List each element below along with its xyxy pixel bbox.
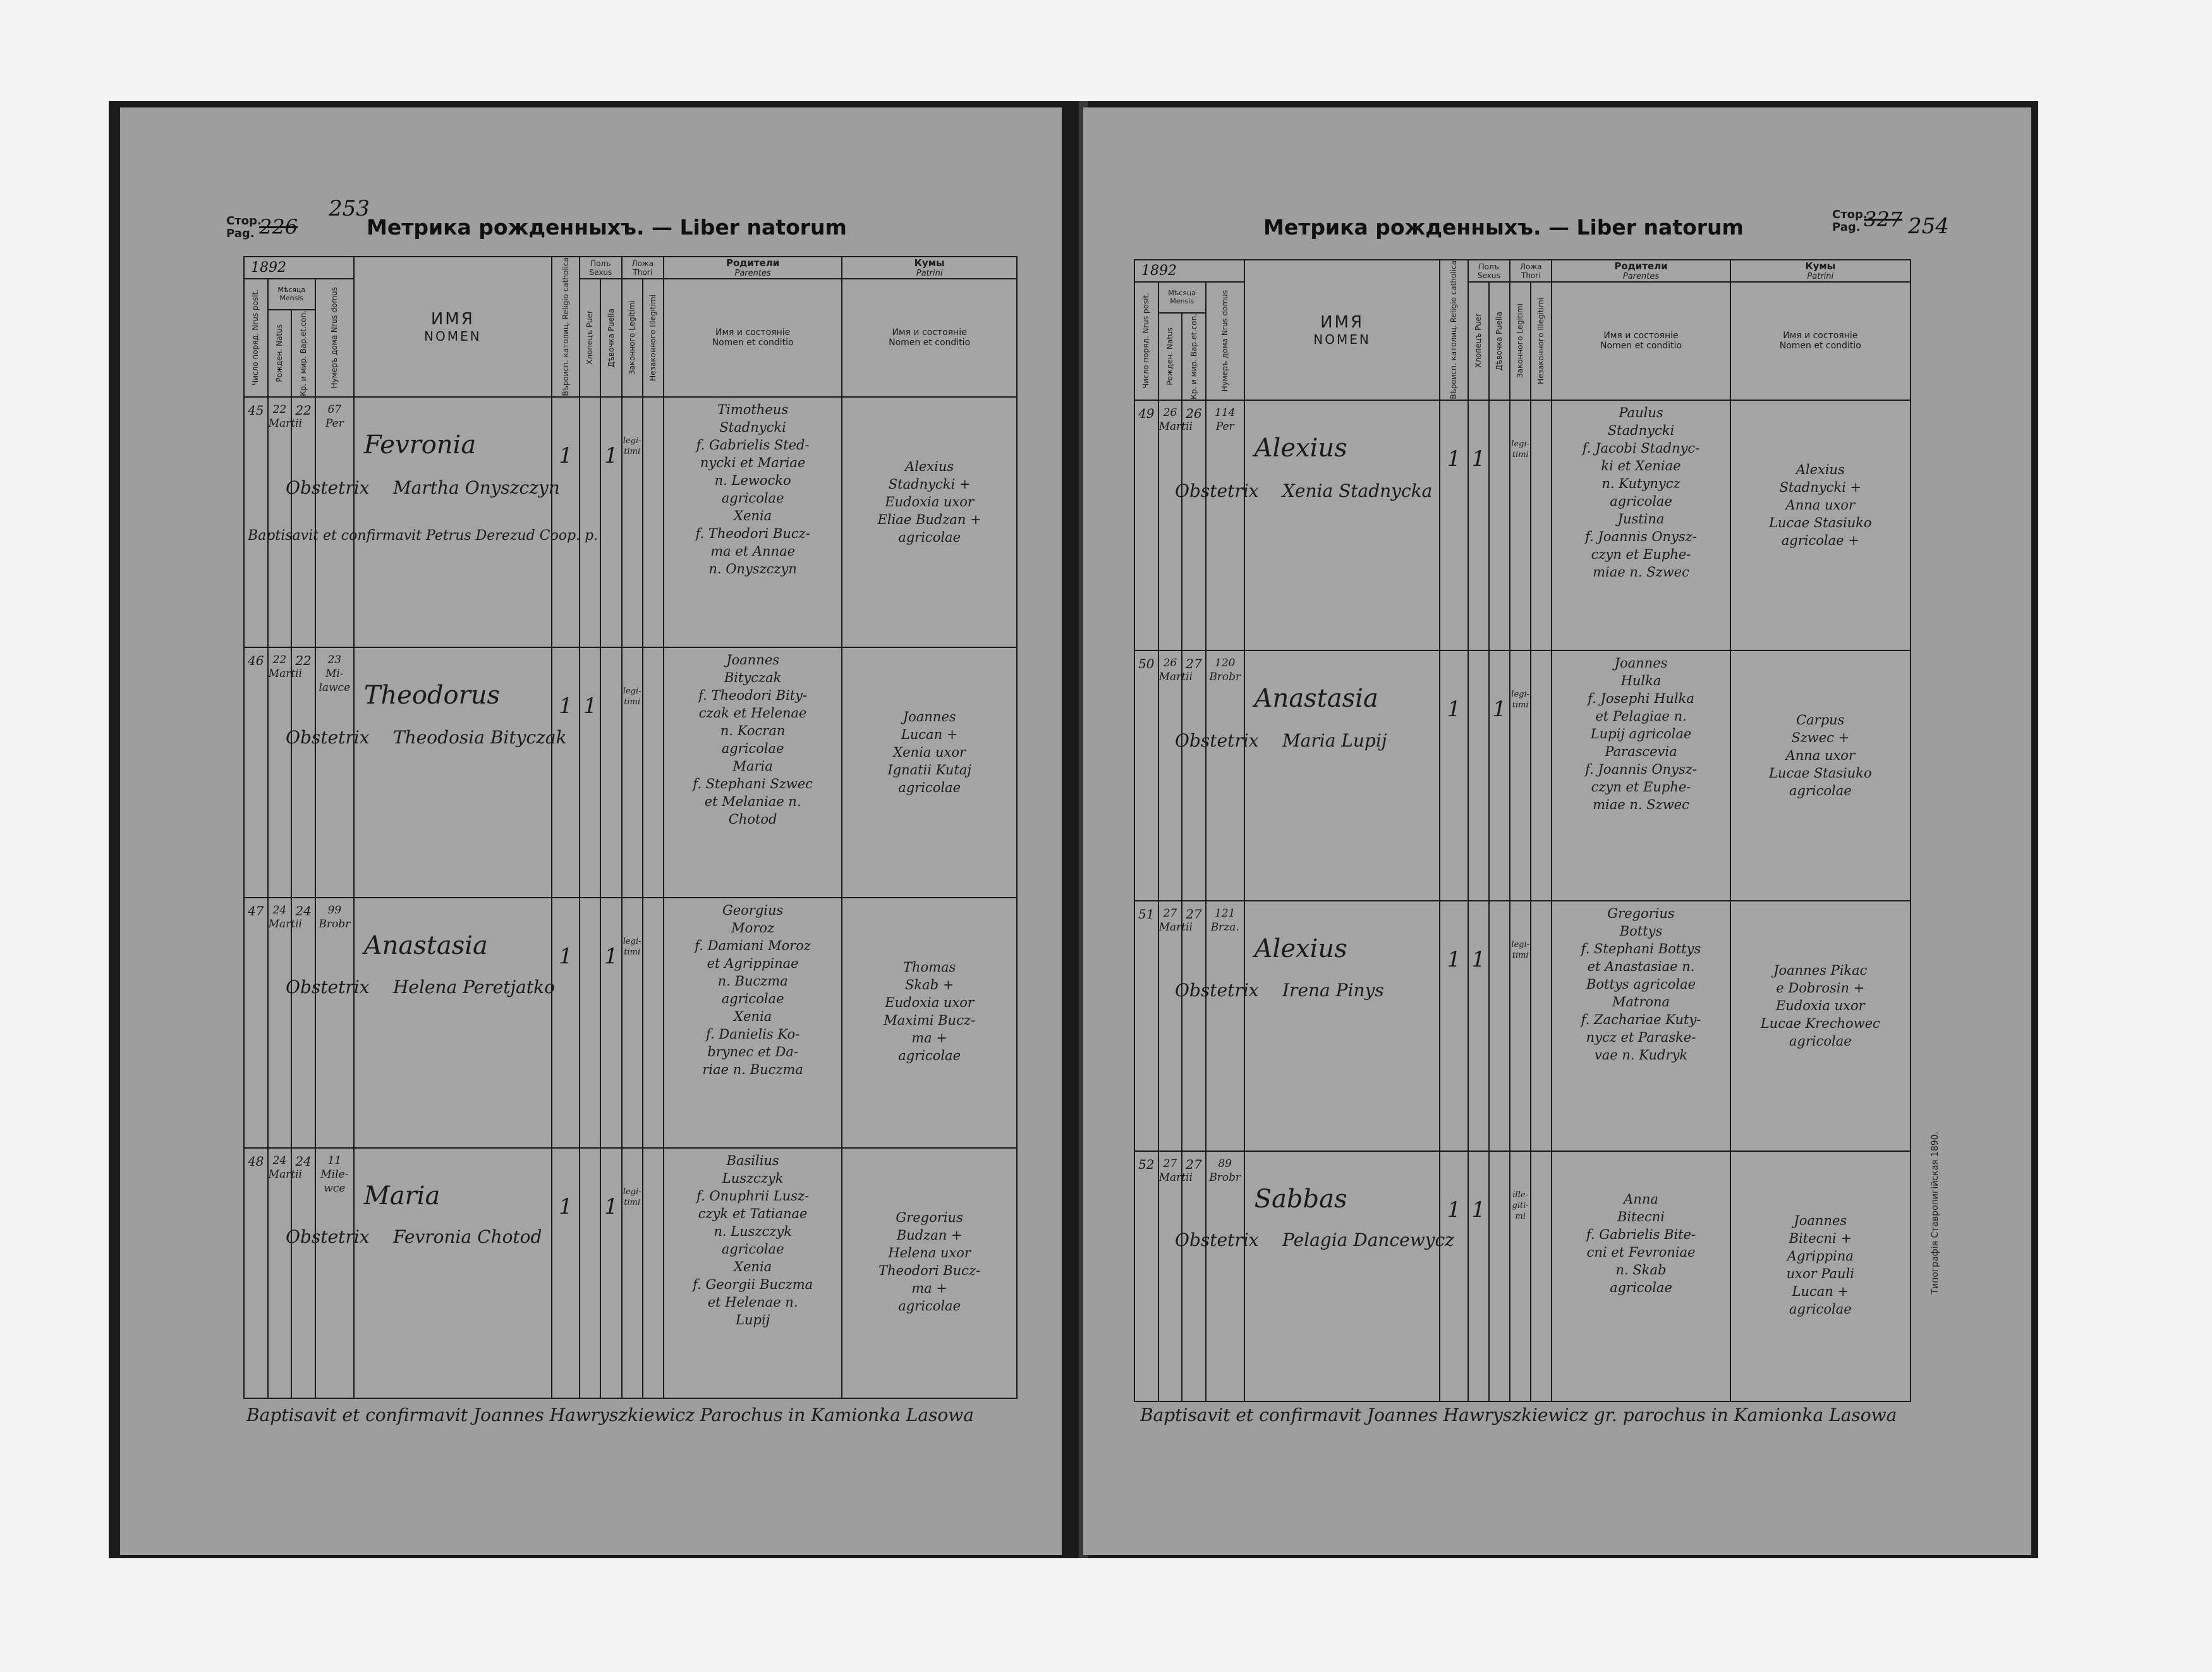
col-thori: Ложа Thori bbox=[622, 257, 664, 279]
right-page bbox=[1083, 107, 2031, 1555]
boy-mark: 1 bbox=[1471, 946, 1486, 972]
page-title: Метрика рожденныхъ. — Liber natorum bbox=[367, 215, 847, 240]
illegitimate-cell bbox=[643, 1148, 664, 1398]
parents-entry: Anna Bitecni f. Gabrielis Bite- cni et Fevroniae n. Skab agricolae bbox=[1586, 1191, 1696, 1295]
footer-signature: Baptisavit et confirmavit Joannes Hawryszkiewicz Parochus in Kamionka Lasowa bbox=[246, 1405, 974, 1425]
register-year: 1892 bbox=[251, 260, 286, 276]
illegitimate-cell bbox=[1531, 650, 1552, 901]
midwife-label: Obstetrix bbox=[286, 977, 370, 998]
col-religion: Вѣроисп. католиц. Religio catholica bbox=[1449, 260, 1459, 400]
col-parents-la: Parentes bbox=[1622, 272, 1660, 281]
girl-mark: 1 bbox=[604, 1193, 618, 1219]
baptism-date: 24 bbox=[295, 903, 312, 918]
new-page-number: 254 bbox=[1908, 214, 1949, 239]
child-name: Alexius bbox=[1254, 934, 1347, 963]
entry-number: 46 bbox=[248, 652, 264, 668]
baptism-date: 27 bbox=[1186, 906, 1202, 922]
legitimacy-mark: legi- timi bbox=[623, 686, 641, 707]
legitimacy-mark: legi- timi bbox=[1511, 689, 1530, 710]
midwife-label: Obstetrix bbox=[1175, 980, 1259, 1001]
midwife-name: Martha Onyszczyn bbox=[393, 477, 560, 498]
entry-number: 48 bbox=[248, 1153, 264, 1169]
house-number: 23 Mi- lawce bbox=[319, 653, 351, 694]
col-bap: Кр. и мир. Bap.et.con. bbox=[298, 310, 308, 396]
midwife-label: Obstetrix bbox=[1175, 480, 1259, 501]
printer-imprint: Типографія Ставропигійская 1890. bbox=[1930, 1132, 1940, 1295]
legitimacy-mark: legi- timi bbox=[623, 1187, 641, 1207]
legitimacy-mark: legi- timi bbox=[1511, 439, 1530, 460]
godparents-entry: Joannes Pikac e Dobrosin + Eudoxia uxor Lucae Krechowec agricolae bbox=[1760, 962, 1880, 1049]
boy-mark: 1 bbox=[1471, 1197, 1486, 1223]
col-thori: Ложа Thori bbox=[1510, 260, 1552, 282]
midwife-name: Helena Peretjatko bbox=[393, 977, 555, 998]
birth-date: 22 Martii bbox=[268, 653, 302, 680]
boy-mark bbox=[580, 1149, 600, 1448]
religion-mark: 1 bbox=[559, 693, 573, 719]
midwife-name: Maria Lupij bbox=[1282, 730, 1387, 751]
child-name: Maria bbox=[363, 1181, 441, 1211]
col-illegit: Незаконного Illegitimi bbox=[1536, 297, 1546, 384]
entry-number: 51 bbox=[1138, 906, 1155, 922]
legitimacy-mark: legi- timi bbox=[623, 436, 641, 456]
col-patrini-sub: Имя и состояніе Nomen et conditio bbox=[1730, 282, 1911, 400]
page-label: Стор. Pag. bbox=[1832, 208, 1868, 234]
godparents-entry: Joannes Lucan + Xenia uxor Ignatii Kutaj agricolae bbox=[887, 709, 971, 795]
col-patrini-la: Patrini bbox=[1807, 272, 1834, 281]
birth-date: 24 Martii bbox=[268, 903, 302, 931]
godparents-entry: Gregorius Budzan + Helena uxor Theodori Bucz- ma + agricolae bbox=[878, 1209, 981, 1314]
col-boy: Хлопецъ Puer bbox=[1473, 314, 1483, 369]
col-patrini-sub: Имя и состояніе Nomen et conditio bbox=[842, 279, 1017, 397]
religion-mark: 1 bbox=[1447, 946, 1461, 972]
midwife-name: Irena Pinys bbox=[1282, 980, 1384, 1001]
col-parents-la: Parentes bbox=[734, 269, 771, 278]
illegitimate-cell bbox=[1531, 901, 1552, 1151]
godparents-entry: Carpus Szwec + Anna uxor Lucae Stasiuko agricolae bbox=[1768, 712, 1872, 798]
col-month: Мѣсяца Mensis bbox=[268, 279, 315, 310]
register-entry bbox=[1134, 901, 1911, 1151]
godparents-entry: Joannes Bitecni + Agrippina uxor Pauli Lucan + agricolae bbox=[1786, 1212, 1854, 1317]
col-name-la: NOMEN bbox=[424, 328, 482, 344]
entry-number: 50 bbox=[1138, 656, 1155, 671]
midwife-label: Obstetrix bbox=[1175, 730, 1259, 751]
illegitimate-cell bbox=[1531, 400, 1552, 650]
religion-mark: 1 bbox=[1447, 446, 1461, 472]
birth-date: 24 Martii bbox=[268, 1154, 302, 1181]
baptism-date: 26 bbox=[1186, 405, 1202, 421]
girl-mark: 1 bbox=[604, 442, 618, 468]
child-name: Alexius bbox=[1254, 433, 1347, 463]
col-religion: Вѣроисп. католиц. Religio catholica bbox=[561, 257, 570, 396]
col-house: Нумеръ дома Nrus domus bbox=[1220, 290, 1229, 392]
baptism-date: 27 bbox=[1186, 656, 1202, 671]
midwife-name: Theodosia Bityczak bbox=[393, 727, 567, 748]
col-girl: Дѣвочка Puella bbox=[606, 308, 616, 367]
birth-date: 27 Martii bbox=[1158, 906, 1193, 934]
col-num: Число поряд. Nrus posit. bbox=[251, 290, 260, 386]
child-name: Sabbas bbox=[1254, 1184, 1347, 1214]
birth-date: 27 Martii bbox=[1158, 1157, 1193, 1184]
baptism-date: 27 bbox=[1186, 1156, 1202, 1172]
col-parents-sub: Имя и состояніе Nomen et conditio bbox=[1552, 282, 1730, 400]
house-number: 121 Brza. bbox=[1210, 906, 1239, 934]
register-entry bbox=[244, 647, 1017, 898]
register-entry bbox=[244, 898, 1017, 1148]
illegitimate-cell bbox=[1531, 1151, 1552, 1401]
parents-entry: Paulus Stadnycki f. Jacobi Stadnyc- ki et Xeniae n. Kutynycz agricolae Justina f. Joannis Onysz- czyn et Euphe- miae n. Szwec bbox=[1582, 405, 1700, 580]
register-entry bbox=[1134, 650, 1911, 901]
register-entry bbox=[244, 397, 1017, 647]
house-number: 114 Per bbox=[1215, 406, 1236, 433]
col-parents-ru: Родители bbox=[726, 257, 780, 269]
boy-mark: 1 bbox=[583, 693, 597, 719]
col-born: Рожден. Natus bbox=[1165, 327, 1174, 386]
midwife-name: Fevronia Chotod bbox=[393, 1226, 542, 1247]
godparents-entry: Alexius Stadnycki + Anna uxor Lucae Stasiuko agricolae + bbox=[1768, 461, 1872, 548]
birth-date: 26 Martii bbox=[1158, 656, 1193, 683]
house-number: 120 Brobr bbox=[1209, 656, 1241, 683]
parents-entry: Joannes Bityczak f. Theodori Bity- czak et Helenae n. Kocran agricolae Maria f. Stephani Szwec et Melaniae n. Chotod bbox=[693, 652, 813, 827]
midwife-name: Pelagia Dancewycz bbox=[1282, 1230, 1454, 1250]
entry-number: 45 bbox=[248, 402, 264, 418]
illegitimate-cell bbox=[643, 647, 664, 898]
page-title: Метрика рожденныхъ. — Liber natorum bbox=[1263, 215, 1744, 240]
religion-mark: 1 bbox=[559, 943, 573, 969]
boy-mark: 1 bbox=[1471, 446, 1486, 472]
old-page-number: 327 bbox=[1864, 207, 1903, 231]
house-number: 89 Brobr bbox=[1209, 1157, 1241, 1184]
legitimacy-mark: ille- giti- mi bbox=[1512, 1190, 1529, 1221]
midwife-name: Xenia Stadnycka bbox=[1282, 480, 1433, 501]
register-entry bbox=[244, 1148, 1017, 1398]
baptism-note: Baptisavit et confirmavit Petrus Derezud Coop. p. bbox=[248, 528, 599, 544]
col-month: Мѣсяца Mensis bbox=[1158, 282, 1206, 313]
child-name: Fevronia bbox=[363, 430, 477, 460]
col-born: Рожден. Natus bbox=[274, 324, 284, 382]
midwife-label: Obstetrix bbox=[286, 727, 370, 748]
left-page bbox=[120, 107, 1062, 1555]
house-number: 99 Brobr bbox=[319, 903, 351, 931]
parents-entry: Gregorius Bottys f. Stephani Bottys et Anastasiae n. Bottys agricolae Matrona f. Zachariae Kuty- nycz et Paraske- vae n. Kudryk bbox=[1581, 905, 1701, 1063]
house-number: 67 Per bbox=[325, 403, 344, 430]
page-label: Стор. Pag. bbox=[226, 214, 262, 240]
house-number: 11 Mile- wce bbox=[320, 1154, 349, 1195]
midwife-label: Obstetrix bbox=[286, 477, 370, 498]
new-page-number: 253 bbox=[329, 196, 370, 221]
parents-entry: Joannes Hulka f. Josephi Hulka et Pelagiae n. Lupij agricolae Parascevia f. Joannis Onysz- czyn et Euphe- miae n. Szwec bbox=[1585, 655, 1697, 812]
col-name-ru: ИМЯ bbox=[430, 309, 475, 329]
col-legit: Законного Legitimi bbox=[1516, 303, 1525, 379]
godparents-entry: Alexius Stadnycki + Eudoxia uxor Eliae Budzan + agricolae bbox=[877, 458, 981, 545]
baptism-date: 22 bbox=[295, 402, 312, 418]
girl-mark: 1 bbox=[604, 943, 618, 969]
entry-number: 47 bbox=[248, 903, 264, 918]
col-name-ru: ИМЯ bbox=[1320, 312, 1364, 332]
col-num: Число поряд. Nrus posit. bbox=[1141, 293, 1151, 389]
register-entry bbox=[1134, 1151, 1911, 1401]
footer-signature: Baptisavit et confirmavit Joannes Hawryszkiewicz gr. parochus in Kamionka Lasowa bbox=[1140, 1405, 1897, 1425]
col-patrini-ru: Кумы bbox=[1805, 260, 1836, 272]
religion-mark: 1 bbox=[1447, 696, 1461, 722]
child-name: Anastasia bbox=[1254, 683, 1378, 713]
col-parents-sub: Имя и состояніе Nomen et conditio bbox=[664, 279, 842, 397]
illegitimate-cell bbox=[643, 397, 664, 647]
girl-mark: 1 bbox=[1492, 696, 1507, 722]
godparents-entry: Thomas Skab + Eudoxia uxor Maximi Bucz- ma + agricolae bbox=[884, 959, 975, 1063]
illegitimate-cell bbox=[643, 898, 664, 1148]
legitimacy-mark: legi- timi bbox=[1511, 939, 1530, 960]
col-sex: Полъ Sexus bbox=[1468, 260, 1510, 282]
birth-date: 22 Martii bbox=[268, 403, 302, 430]
old-page-number: 226 bbox=[259, 215, 298, 239]
legitimacy-mark: legi- timi bbox=[623, 936, 641, 957]
col-house: Нумеръ дома Nrus domus bbox=[329, 287, 339, 389]
parents-entry: Basilius Luszczyk f. Onuphrii Lusz- czyk et Tatianae n. Luszczyk agricolae Xenia f. Georgii Buczma et Helenae n. Lupij bbox=[693, 1152, 813, 1327]
religion-mark: 1 bbox=[1447, 1197, 1461, 1223]
child-name: Theodorus bbox=[363, 680, 501, 710]
register-year: 1892 bbox=[1141, 263, 1177, 279]
entry-number: 52 bbox=[1138, 1156, 1155, 1172]
midwife-label: Obstetrix bbox=[286, 1226, 370, 1247]
col-sex: Полъ Sexus bbox=[580, 257, 621, 279]
child-name: Anastasia bbox=[363, 931, 488, 960]
col-patrini-la: Patrini bbox=[916, 269, 943, 278]
col-illegit: Незаконного Illegitimi bbox=[648, 294, 657, 381]
col-girl: Дѣвочка Puella bbox=[1494, 311, 1504, 370]
entry-number: 49 bbox=[1138, 405, 1155, 421]
register-entry bbox=[1134, 400, 1911, 650]
col-parents-ru: Родители bbox=[1614, 260, 1668, 272]
col-patrini-ru: Кумы bbox=[914, 257, 945, 269]
col-name-la: NOMEN bbox=[1313, 331, 1371, 347]
birth-date: 26 Martii bbox=[1158, 406, 1193, 433]
col-bap: Кр. и мир. Bap.et.con. bbox=[1189, 313, 1198, 400]
baptism-date: 22 bbox=[295, 652, 312, 668]
col-boy: Хлопецъ Puer bbox=[585, 310, 595, 365]
baptism-date: 24 bbox=[295, 1153, 312, 1169]
religion-mark: 1 bbox=[559, 442, 573, 468]
parents-entry: Timotheus Stadnycki f. Gabrielis Sted- nycki et Mariae n. Lewocko agricolae Xenia f. Theodori Bucz- ma et Annae n. Onyszczyn bbox=[695, 401, 810, 577]
col-legit: Законного Legitimi bbox=[627, 300, 636, 375]
parents-entry: Georgius Moroz f. Damiani Moroz et Agrippinae n. Buczma agricolae Xenia f. Danielis Ko- brynec et Da- riae n. Buczma bbox=[695, 902, 811, 1077]
religion-mark: 1 bbox=[559, 1193, 573, 1219]
midwife-label: Obstetrix bbox=[1175, 1230, 1259, 1250]
